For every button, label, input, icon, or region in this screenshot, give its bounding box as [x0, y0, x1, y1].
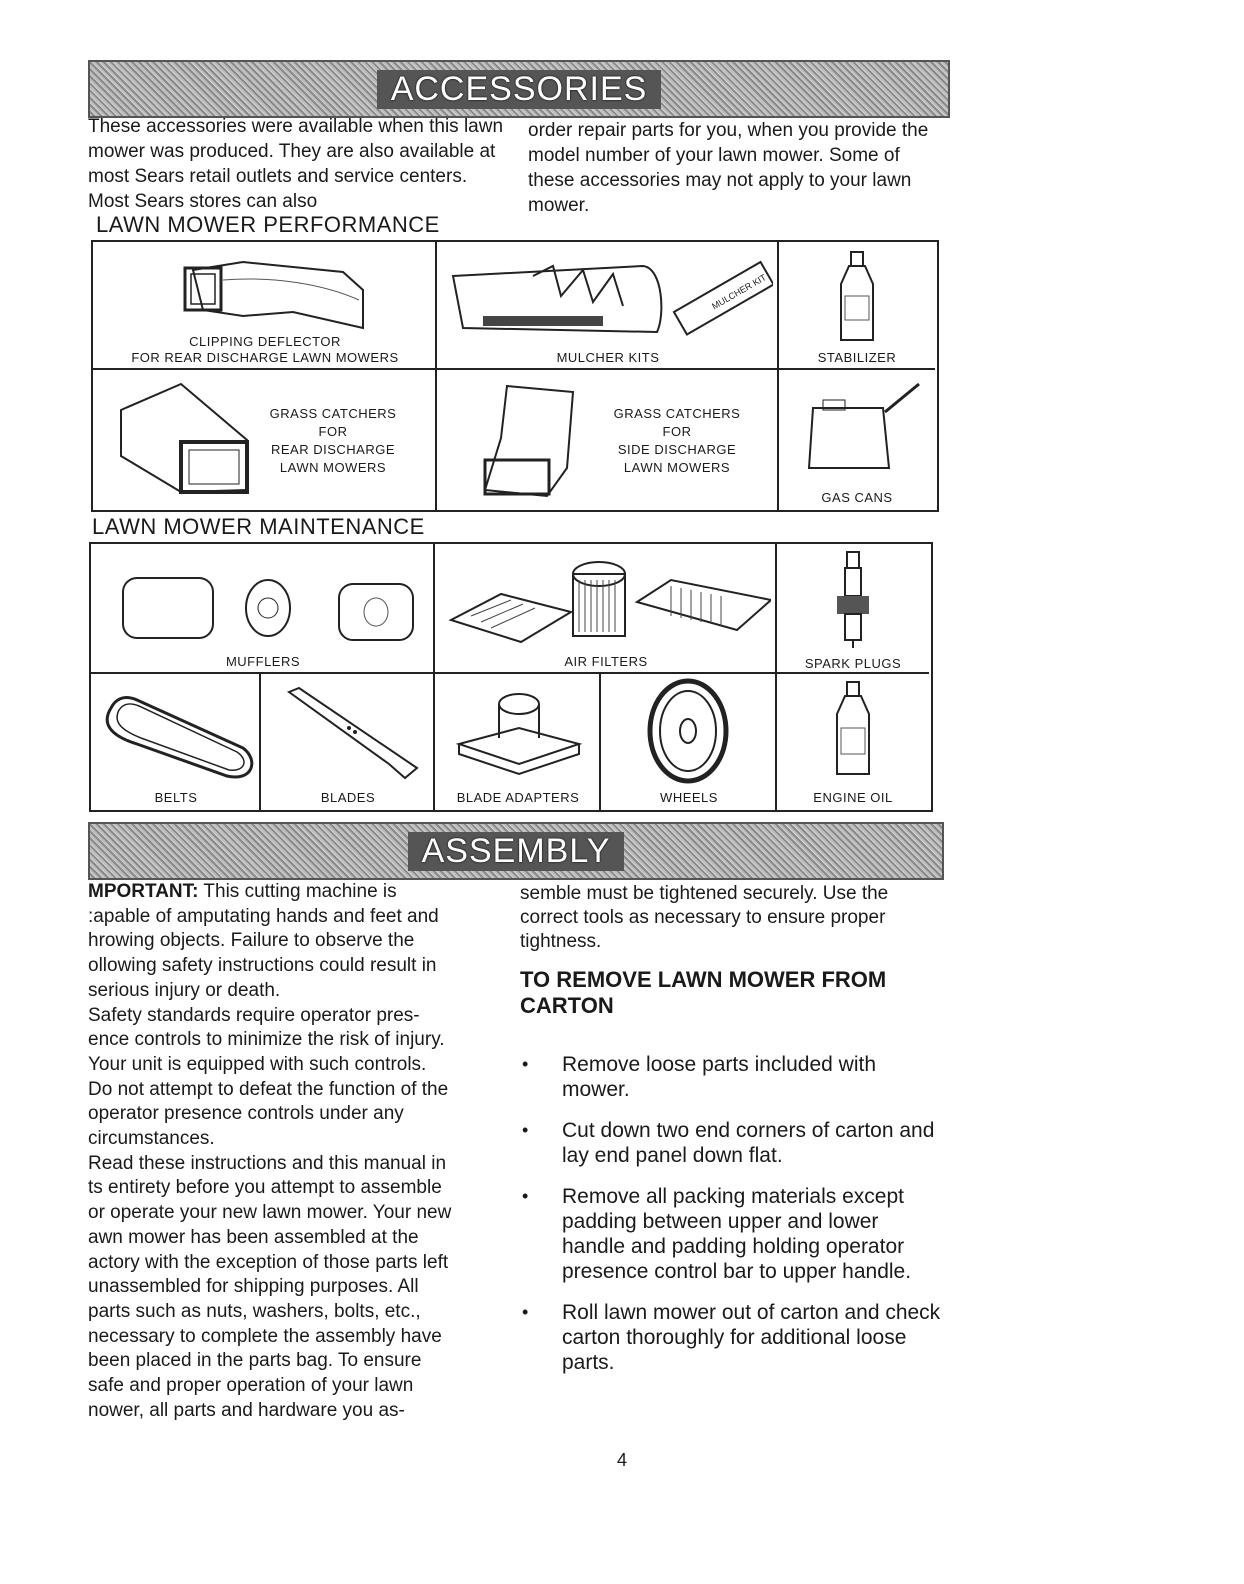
- page-number: 4: [616, 1450, 627, 1470]
- assembly-right-intro: semble must be tightened securely. Use the correct tools as necessary to ensure proper tightness.: [520, 883, 889, 952]
- cell-stabilizer: [779, 242, 935, 370]
- gas-can-icon: [793, 378, 923, 478]
- assembly-line-8: Do not attempt to defeat the function of the: [88, 1078, 449, 1100]
- clipping-deflector-caption-1: CLIPPING DEFLECTOR: [189, 334, 341, 349]
- blade-illustration: [269, 684, 429, 784]
- carton-steps-list: [522, 1052, 942, 1391]
- blades-caption: BLADES: [320, 790, 376, 805]
- carton-step: • Roll lawn mower out of carton and check carton thoroughly for additional loose parts.: [522, 1300, 942, 1375]
- grass-side-caption-2: FOR: [662, 424, 692, 439]
- assembly-line-16: unassembled for shipping purposes. All: [88, 1276, 419, 1298]
- cell-belts: [91, 674, 261, 810]
- carton-step: • Cut down two end corners of carton and lay end panel down flat.: [522, 1118, 942, 1168]
- grass-rear-caption-4: LAWN MOWERS: [279, 460, 387, 475]
- accessories-title: ACCESSORIES: [377, 70, 662, 109]
- mufflers-illustration: [103, 550, 423, 654]
- carton-step: • Remove loose parts included with mower.: [522, 1052, 942, 1102]
- assembly-line-2: hrowing objects. Failure to observe the: [88, 930, 415, 952]
- cell-mufflers: [91, 544, 435, 674]
- cell-blade-adapters: [435, 674, 601, 810]
- engine-oil-caption: ENGINE OIL: [813, 790, 893, 805]
- important-line: [88, 880, 498, 905]
- cell-gas-cans: [779, 370, 935, 510]
- remove-from-carton-heading: TO REMOVE LAWN MOWER FROM CARTON: [520, 967, 887, 1018]
- engine-oil-bottle-icon: [823, 680, 883, 778]
- assembly-line-7: Your unit is equipped with such controls.: [88, 1053, 427, 1075]
- assembly-line-12: ts entirety before you attempt to assemble: [88, 1177, 442, 1199]
- blade-adapter-illustration: [449, 684, 589, 784]
- cell-grass-catchers-side: [437, 370, 779, 510]
- cell-grass-catchers-rear: [93, 370, 437, 510]
- assembly-line-1: :apable of amputating hands and feet and: [88, 905, 439, 927]
- blade-adapters-caption: BLADE ADAPTERS: [456, 790, 580, 805]
- clipping-deflector-illustration: [173, 250, 373, 330]
- stabilizer-bottle-icon: [827, 250, 887, 346]
- cell-engine-oil: [777, 674, 929, 810]
- grass-side-caption-1: GRASS CATCHERS: [613, 406, 741, 421]
- accessories-intro-left: These accessories were available when this lawn mower was produced. They are also available at most Sears retail outlets and service centers. Most Sears stores can also: [88, 116, 504, 212]
- cell-clipping-deflector: [93, 242, 437, 370]
- cell-air-filters: [435, 544, 777, 674]
- assembly-line-10: circumstances.: [88, 1128, 215, 1150]
- assembly-line-18: necessary to complete the assembly have: [88, 1325, 442, 1347]
- assembly-line-21: nower, all parts and hardware you as-: [88, 1399, 405, 1421]
- wheels-caption: WHEELS: [660, 790, 718, 805]
- assembly-line-14: awn mower has been assembled at the: [88, 1226, 419, 1248]
- grass-side-caption-3: SIDE DISCHARGE: [617, 442, 737, 457]
- assembly-line-0: This cutting machine is: [198, 881, 397, 902]
- cell-spark-plugs: [777, 544, 929, 674]
- air-filters-illustration: [441, 550, 771, 654]
- grass-rear-caption-3: REAR DISCHARGE: [270, 442, 396, 457]
- grass-side-caption-4: LAWN MOWERS: [623, 460, 731, 475]
- assembly-line-6: ence controls to minimize the risk of injury.: [88, 1029, 445, 1051]
- assembly-line-4: serious injury or death.: [88, 979, 281, 1001]
- assembly-left-column: [88, 880, 498, 1423]
- assembly-line-13: or operate your new lawn mower. Your new: [88, 1202, 452, 1224]
- side-grass-catcher-illustration: [477, 378, 587, 502]
- cell-mulcher-kits: [437, 242, 779, 370]
- spark-plugs-caption: SPARK PLUGS: [804, 656, 902, 671]
- accessories-banner: [88, 60, 950, 118]
- assembly-title: ASSEMBLY: [408, 832, 625, 871]
- grass-rear-caption-1: GRASS CATCHERS: [269, 406, 397, 421]
- assembly-line-19: been placed in the parts bag. To ensure: [88, 1350, 422, 1372]
- gas-cans-caption: GAS CANS: [821, 490, 893, 505]
- assembly-line-20: safe and proper operation of your lawn: [88, 1375, 414, 1397]
- cell-blades: [261, 674, 435, 810]
- air-filters-caption: AIR FILTERS: [564, 654, 648, 669]
- belt-illustration: [97, 684, 257, 784]
- spark-plug-icon: [833, 550, 873, 650]
- important-label: MPORTANT:: [88, 881, 199, 902]
- cell-wheels: [601, 674, 777, 810]
- mulcher-kits-caption: MULCHER KITS: [556, 350, 660, 365]
- performance-grid: [91, 240, 939, 512]
- performance-heading: LAWN MOWER PERFORMANCE: [96, 212, 440, 237]
- wheel-icon: [643, 678, 733, 784]
- assembly-line-3: ollowing safety instructions could result in: [88, 955, 437, 977]
- assembly-line-11: Read these instructions and this manual in: [88, 1152, 447, 1174]
- rear-grass-catcher-illustration: [111, 380, 261, 500]
- assembly-line-5: Safety standards require operator pres-: [88, 1004, 420, 1026]
- assembly-line-9: operator presence controls under any: [88, 1103, 404, 1125]
- maintenance-grid: [89, 542, 933, 812]
- assembly-line-15: actory with the exception of those parts left: [88, 1251, 449, 1273]
- mulcher-kits-illustration: [443, 246, 773, 340]
- mufflers-caption: MUFFLERS: [225, 654, 301, 669]
- assembly-line-17: parts such as nuts, washers, bolts, etc.,: [88, 1300, 421, 1322]
- belts-caption: BELTS: [154, 790, 198, 805]
- assembly-banner: [88, 822, 944, 880]
- accessories-intro-right: order repair parts for you, when you provide the model number of your lawn mower. Some of these accessories may not apply to your lawn mower.: [528, 120, 929, 216]
- carton-step: • Remove all packing materials except padding between upper and lower handle and padding holding operator presence control bar to upper handle.: [522, 1184, 942, 1284]
- maintenance-heading: LAWN MOWER MAINTENANCE: [92, 514, 425, 539]
- grass-rear-caption-2: FOR: [318, 424, 348, 439]
- mulcher-box-label: MULCHER KIT: [710, 272, 768, 312]
- clipping-deflector-caption-2: FOR REAR DISCHARGE LAWN MOWERS: [131, 350, 399, 365]
- stabilizer-caption: STABILIZER: [817, 350, 897, 365]
